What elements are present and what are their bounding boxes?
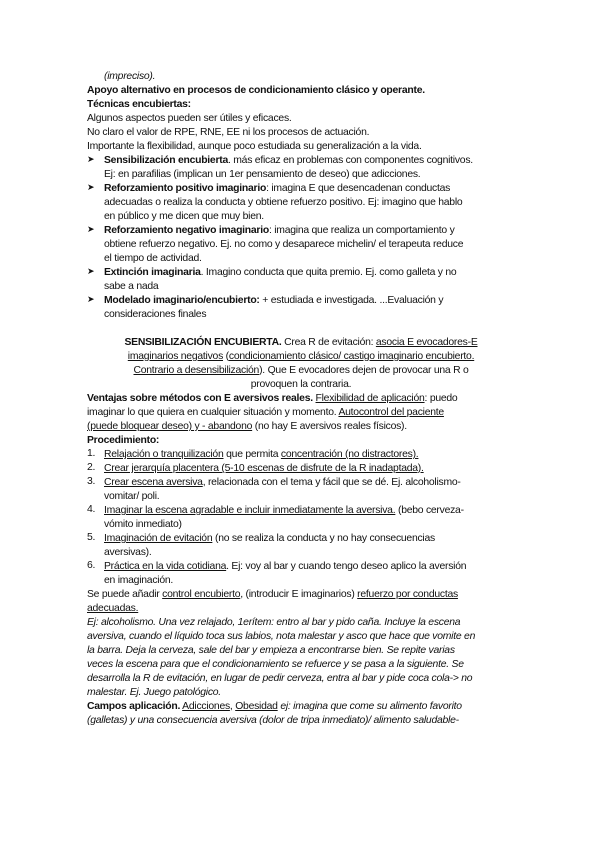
step-text: (bebo cerveza- — [395, 505, 464, 516]
ventajas-underlined: (puede bloquear deseo) y - abandono — [87, 421, 253, 432]
bullet-item — [87, 294, 515, 322]
example-line: aversiva, cuando el líquido toca sus labios, nota malestar y asco que hace que vomite en — [87, 631, 476, 642]
sensibilizacion-section — [87, 336, 515, 392]
sens-text: Crea R de evitación: — [281, 337, 376, 348]
bullet-title: Reforzamiento negativo imaginario — [104, 225, 269, 236]
bullet-text: el tiempo de actividad. — [104, 253, 202, 264]
ventajas-section — [87, 392, 515, 434]
step-text: en imaginación. — [104, 575, 174, 586]
bullet-title: Sensibilización encubierta — [104, 155, 228, 166]
bullet-text: sabe a nada — [104, 281, 159, 292]
sensibilizacion-heading: SENSIBILIZACIÓN ENCUBIERTA. — [124, 337, 282, 348]
bullet-item — [87, 154, 515, 182]
intro-paragraph-2: No claro el valor de RPE, RNE, EE ni los procesos de actuación. — [87, 127, 370, 138]
example-line: Ej: alcoholismo. Una vez relajado, 1erítem: entro al bar y pido caña. Incluye la escena — [87, 617, 461, 628]
apoyo-heading: Apoyo alternativo en procesos de condicionamiento clásico y operante. — [87, 85, 425, 96]
step-underlined: Relajación o tranquilización — [104, 449, 224, 460]
intro-paragraph-1: Algunos aspectos pueden ser útiles y eficaces. — [87, 113, 292, 124]
step-number: 4. — [87, 504, 96, 515]
step-underlined: Crear escena aversiva — [104, 477, 203, 488]
campos-text: ej: imagina que come su alimento favorito — [277, 701, 462, 712]
bullet-text: . más eficaz en problemas con componentes cognitivos. — [228, 155, 473, 166]
step-text: , relacionada con el tema y fácil que se dé. Ej. alcoholismo- — [202, 477, 461, 488]
bullet-item — [87, 224, 515, 266]
sens-underlined: asocia E evocadores-E — [375, 337, 478, 348]
step-text: . Ej: voy al bar y cuando tengo deseo aplico la aversión — [226, 561, 467, 572]
example-line: malestar. Ej. Juego patológico. — [87, 687, 221, 698]
bullet-text: consideraciones finales — [104, 309, 207, 320]
procedure-step — [87, 462, 515, 476]
campos-heading: Campos aplicación. — [87, 701, 181, 712]
procedure-step — [87, 476, 515, 504]
bullet-text: : imagina E que desencadenan conductas — [266, 183, 451, 194]
step-underlined: Práctica en la vida cotidiana — [104, 561, 227, 572]
tecnicas-heading: Técnicas encubiertas: — [87, 99, 191, 110]
bullet-text: . Imagino conducta que quita premio. Ej. como galleta y no — [200, 267, 457, 278]
control-underlined: adecuadas. — [87, 603, 139, 614]
bullet-text: : imagina que realiza un comportamiento y — [268, 225, 455, 236]
step-number: 6. — [87, 560, 96, 571]
bullet-title: Reforzamiento positivo imaginario — [104, 183, 267, 194]
bullet-item — [87, 266, 515, 294]
ventajas-underlined: Flexibilidad de aplicación — [315, 393, 425, 404]
bullet-text: en público y me dicen que muy bien. — [104, 211, 264, 222]
bullet-text: obtiene refuerzo negativo. Ej. no como y desaparece michelin/ el terapeuta reduce — [104, 239, 464, 250]
step-number: 5. — [87, 532, 96, 543]
arrow-bullet-icon: ➤ — [87, 294, 95, 304]
arrow-bullet-icon: ➤ — [87, 154, 95, 164]
control-paragraph — [87, 588, 515, 616]
step-underlined: concentración (no distractores). — [280, 449, 419, 460]
procedimiento-heading: Procedimiento: — [87, 435, 160, 446]
step-number: 1. — [87, 448, 96, 459]
bullet-text: Ej: en parafilias (implican un 1er pensamiento de deseo) que adicciones. — [104, 169, 421, 180]
step-underlined: Crear jerarquía placentera (5-10 escenas de disfrute de la R inadaptada). — [104, 463, 424, 474]
procedure-step — [87, 532, 515, 560]
ventajas-text: : puedo — [424, 393, 458, 404]
sens-text: ). Que E evocadores dejen de provocar una R o — [259, 365, 469, 376]
step-underlined: Imaginación de evitación — [104, 533, 213, 544]
sens-underlined: Contrario a desensibilización — [133, 365, 260, 376]
bullet-text: + estudiada e investigada. ...Evaluación y — [259, 295, 444, 306]
ventajas-heading: Ventajas sobre métodos con E aversivos reales. — [87, 393, 313, 404]
campos-underlined: Obesidad — [235, 701, 278, 712]
campos-underlined: Adicciones — [182, 701, 230, 712]
arrow-bullet-icon: ➤ — [87, 224, 95, 234]
procedure-step — [87, 560, 515, 588]
example-paragraph — [87, 616, 515, 700]
procedure-step — [87, 504, 515, 532]
intro-paragraph-3: Importante la flexibilidad, aunque poco estudiada su generalización a la vida. — [87, 141, 422, 152]
impreciso-text: (impreciso). — [104, 71, 156, 82]
step-text: vómito inmediato) — [104, 519, 182, 530]
example-line: la barra. Deja la cerveza, sale del bar y empieza a encontrarse bien. Se repite varias — [87, 645, 455, 656]
step-number: 2. — [87, 462, 96, 473]
bullet-item — [87, 182, 515, 224]
control-text: , (introducir E imaginarios) — [240, 589, 358, 600]
sens-text: ( — [223, 351, 229, 362]
campos-section: Campos aplicación. Adicciones, Obesidad ej: imagina que come su alimento favorito (galletas) y una consecuencia aversiva (dolor de tripa inmediato)/ alimento saludable- — [87, 700, 515, 728]
step-text: (no se realiza la conducta y no hay consecuencias — [212, 533, 435, 544]
procedure-step — [87, 448, 515, 462]
step-text: vomitar/ poli. — [104, 491, 160, 502]
campos-text: (galletas) y una consecuencia aversiva (dolor de tripa inmediato)/ alimento saludable- — [87, 715, 459, 726]
arrow-bullet-icon: ➤ — [87, 266, 95, 276]
sens-underlined: imaginarios negativos — [127, 351, 224, 362]
step-number: 3. — [87, 476, 96, 487]
ventajas-text: (no hay E aversivos reales físicos). — [252, 421, 407, 432]
arrow-bullet-icon: ➤ — [87, 182, 95, 192]
ventajas-text: imaginar lo que quiera en cualquier situación y momento. — [87, 407, 339, 418]
control-text: Se puede añadir — [87, 589, 163, 600]
bullet-text: adecuadas o realiza la conducta y obtiene refuerzo positivo. Ej: imagino que hablo — [104, 197, 463, 208]
step-underlined: Imaginar la escena agradable e incluir inmediatamente la aversiva. — [104, 505, 396, 516]
sens-underlined: condicionamiento clásico/ castigo imaginario encubierto. — [228, 351, 475, 362]
control-underlined: control encubierto — [162, 589, 241, 600]
ventajas-underlined: Autocontrol del paciente — [338, 407, 444, 418]
document-page — [87, 70, 515, 728]
step-text: aversivas). — [104, 547, 152, 558]
sens-text: provoquen la contraria. — [250, 379, 352, 390]
bullet-title: Modelado imaginario/encubierto: — [104, 295, 260, 306]
control-underlined: refuerzo por conductas — [357, 589, 458, 600]
example-line: desarrolla la R de evitación, en lugar de pedir cerveza, entra al bar y pide coca cola-> no — [87, 673, 473, 684]
step-text: que permita — [223, 449, 281, 460]
bullet-title: Extinción imaginaria — [104, 267, 201, 278]
example-line: veces la escena para que el condicionamiento se refuerce y se pasa a la siguiente. Se — [87, 659, 464, 670]
